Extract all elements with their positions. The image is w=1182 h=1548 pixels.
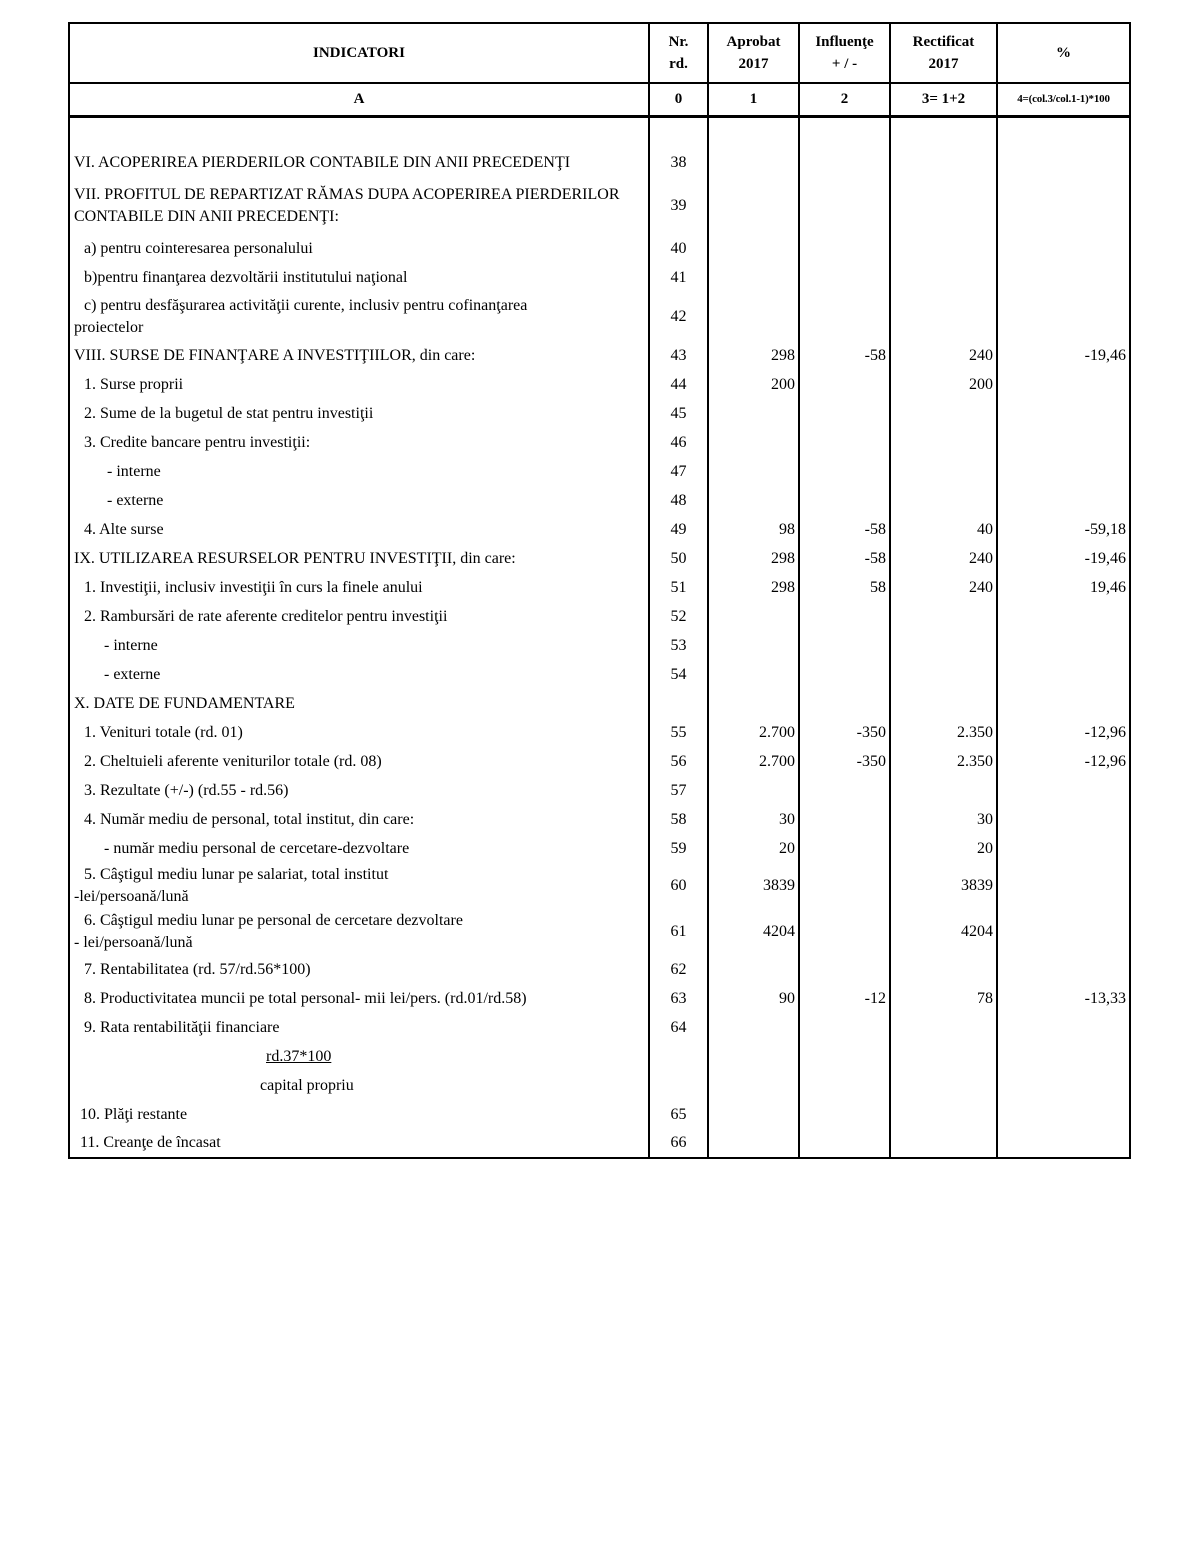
percent-value bbox=[997, 660, 1130, 689]
influente-value bbox=[799, 234, 890, 263]
table-row bbox=[69, 292, 1130, 341]
percent-value bbox=[997, 776, 1130, 805]
code-2: 2 bbox=[799, 83, 890, 117]
table-row bbox=[69, 776, 1130, 805]
table-row bbox=[69, 909, 1130, 955]
influente-value: -12 bbox=[799, 984, 890, 1013]
percent-value bbox=[997, 1071, 1130, 1100]
indicator-label: 2. Cheltuieli aferente veniturilor totale (rd. 08) bbox=[69, 747, 649, 776]
aprobat-value: 4204 bbox=[708, 909, 799, 955]
indicator-label: 3. Rezultate (+/-) (rd.55 - rd.56) bbox=[69, 776, 649, 805]
indicator-label: c) pentru desfăşurarea activităţii curente, inclusiv pentru cofinanţarea proiectelor bbox=[69, 292, 649, 341]
indicator-label: X. DATE DE FUNDAMENTARE bbox=[69, 689, 649, 718]
aprobat-value: 298 bbox=[708, 341, 799, 370]
table-row bbox=[69, 399, 1130, 428]
rectificat-value: 240 bbox=[890, 544, 997, 573]
header-aprobat: Aprobat 2017 bbox=[708, 23, 799, 83]
influente-value: -58 bbox=[799, 341, 890, 370]
row-number: 45 bbox=[649, 399, 708, 428]
table-row bbox=[69, 834, 1130, 863]
row-number: 60 bbox=[649, 863, 708, 909]
aprobat-value bbox=[708, 234, 799, 263]
percent-value bbox=[997, 955, 1130, 984]
rectificat-value: 30 bbox=[890, 805, 997, 834]
influente-value: -350 bbox=[799, 718, 890, 747]
percent-value bbox=[997, 689, 1130, 718]
table-row bbox=[69, 234, 1130, 263]
aprobat-value: 298 bbox=[708, 544, 799, 573]
rectificat-value: 2.350 bbox=[890, 747, 997, 776]
aprobat-value: 3839 bbox=[708, 863, 799, 909]
table-row bbox=[69, 689, 1130, 718]
table-row bbox=[69, 1100, 1130, 1129]
influente-value: -58 bbox=[799, 515, 890, 544]
rectificat-value: 200 bbox=[890, 370, 997, 399]
aprobat-value: 90 bbox=[708, 984, 799, 1013]
percent-value: -19,46 bbox=[997, 544, 1130, 573]
percent-value bbox=[997, 909, 1130, 955]
percent-value bbox=[997, 834, 1130, 863]
aprobat-value bbox=[708, 1071, 799, 1100]
influente-value bbox=[799, 486, 890, 515]
indicator-label: 2. Rambursări de rate aferente creditelor pentru investiţii bbox=[69, 602, 649, 631]
rectificat-value bbox=[890, 660, 997, 689]
indicator-label: 1. Investiţii, inclusiv investiţii în curs la finele anului bbox=[69, 573, 649, 602]
header-nr-rd: Nr. rd. bbox=[649, 23, 708, 83]
percent-value bbox=[997, 805, 1130, 834]
row-number bbox=[649, 1071, 708, 1100]
table-row bbox=[69, 457, 1130, 486]
row-number: 39 bbox=[649, 178, 708, 234]
rectificat-value: 240 bbox=[890, 341, 997, 370]
indicator-label: 8. Productivitatea muncii pe total personal- mii lei/pers. (rd.01/rd.58) bbox=[69, 984, 649, 1013]
percent-value bbox=[997, 263, 1130, 292]
indicator-label: - externe bbox=[69, 486, 649, 515]
influente-value bbox=[799, 292, 890, 341]
row-number: 48 bbox=[649, 486, 708, 515]
aprobat-value bbox=[708, 486, 799, 515]
percent-value bbox=[997, 370, 1130, 399]
row-number: 41 bbox=[649, 263, 708, 292]
table-row bbox=[69, 602, 1130, 631]
influente-value bbox=[799, 955, 890, 984]
table-row bbox=[69, 428, 1130, 457]
rectificat-value bbox=[890, 776, 997, 805]
table-row bbox=[69, 1013, 1130, 1042]
table-row bbox=[69, 341, 1130, 370]
influente-value bbox=[799, 1013, 890, 1042]
influente-value bbox=[799, 263, 890, 292]
rectificat-value bbox=[890, 1100, 997, 1129]
rectificat-value bbox=[890, 148, 997, 178]
percent-value: -12,96 bbox=[997, 718, 1130, 747]
code-4: 4=(col.3/col.1-1)*100 bbox=[997, 83, 1130, 117]
table-row bbox=[69, 863, 1130, 909]
aprobat-value bbox=[708, 1013, 799, 1042]
percent-value bbox=[997, 292, 1130, 341]
row-number: 63 bbox=[649, 984, 708, 1013]
rectificat-value: 240 bbox=[890, 573, 997, 602]
row-number: 56 bbox=[649, 747, 708, 776]
aprobat-value: 2.700 bbox=[708, 747, 799, 776]
table-row bbox=[69, 544, 1130, 573]
row-number: 52 bbox=[649, 602, 708, 631]
percent-value bbox=[997, 1013, 1130, 1042]
header-influente: Influenţe + / - bbox=[799, 23, 890, 83]
percent-value bbox=[997, 1129, 1130, 1158]
rectificat-value bbox=[890, 1129, 997, 1158]
indicator-label: b)pentru finanţarea dezvoltării institutului naţional bbox=[69, 263, 649, 292]
row-number: 59 bbox=[649, 834, 708, 863]
percent-value bbox=[997, 486, 1130, 515]
indicator-label: 4. Număr mediu de personal, total institut, din care: bbox=[69, 805, 649, 834]
header-percent: % bbox=[997, 23, 1130, 83]
percent-value: 19,46 bbox=[997, 573, 1130, 602]
influente-value bbox=[799, 1042, 890, 1071]
aprobat-value bbox=[708, 1042, 799, 1071]
budget-indicators-table bbox=[68, 22, 1131, 1159]
indicator-label: 7. Rentabilitatea (rd. 57/rd.56*100) bbox=[69, 955, 649, 984]
row-number: 55 bbox=[649, 718, 708, 747]
rectificat-value bbox=[890, 457, 997, 486]
row-number: 65 bbox=[649, 1100, 708, 1129]
influente-value bbox=[799, 863, 890, 909]
code-1: 1 bbox=[708, 83, 799, 117]
table-row bbox=[69, 263, 1130, 292]
table-row bbox=[69, 1071, 1130, 1100]
row-number: 64 bbox=[649, 1013, 708, 1042]
indicator-label: - interne bbox=[69, 631, 649, 660]
indicator-label: 1. Surse proprii bbox=[69, 370, 649, 399]
indicator-label: - interne bbox=[69, 457, 649, 486]
table-row bbox=[69, 660, 1130, 689]
table-row bbox=[69, 573, 1130, 602]
table-row bbox=[69, 515, 1130, 544]
row-number: 49 bbox=[649, 515, 708, 544]
row-number: 46 bbox=[649, 428, 708, 457]
influente-value bbox=[799, 805, 890, 834]
percent-value: -19,46 bbox=[997, 341, 1130, 370]
influente-value: 58 bbox=[799, 573, 890, 602]
rectificat-value: 78 bbox=[890, 984, 997, 1013]
aprobat-value: 20 bbox=[708, 834, 799, 863]
spacer-row bbox=[69, 117, 1130, 149]
aprobat-value bbox=[708, 689, 799, 718]
aprobat-value bbox=[708, 1129, 799, 1158]
percent-value bbox=[997, 631, 1130, 660]
percent-value bbox=[997, 178, 1130, 234]
table-row bbox=[69, 370, 1130, 399]
rectificat-value: 3839 bbox=[890, 863, 997, 909]
aprobat-value bbox=[708, 602, 799, 631]
header-indicatori: INDICATORI bbox=[69, 23, 649, 83]
table-row bbox=[69, 1129, 1130, 1158]
influente-value bbox=[799, 602, 890, 631]
indicator-label: 2. Sume de la bugetul de stat pentru investiţii bbox=[69, 399, 649, 428]
table-row bbox=[69, 718, 1130, 747]
code-a: A bbox=[69, 83, 649, 117]
indicator-label: rd.37*100 bbox=[69, 1042, 649, 1071]
percent-value bbox=[997, 457, 1130, 486]
rectificat-value bbox=[890, 1071, 997, 1100]
rectificat-value: 20 bbox=[890, 834, 997, 863]
influente-value: -350 bbox=[799, 747, 890, 776]
aprobat-value bbox=[708, 776, 799, 805]
column-code-row bbox=[69, 83, 1130, 117]
aprobat-value: 30 bbox=[708, 805, 799, 834]
aprobat-value bbox=[708, 955, 799, 984]
code-3: 3= 1+2 bbox=[890, 83, 997, 117]
indicator-label: - externe bbox=[69, 660, 649, 689]
table-row bbox=[69, 631, 1130, 660]
row-number: 50 bbox=[649, 544, 708, 573]
rectificat-value: 4204 bbox=[890, 909, 997, 955]
row-number: 42 bbox=[649, 292, 708, 341]
influente-value bbox=[799, 148, 890, 178]
percent-value bbox=[997, 234, 1130, 263]
aprobat-value bbox=[708, 1100, 799, 1129]
row-number: 57 bbox=[649, 776, 708, 805]
indicator-label: 1. Venituri totale (rd. 01) bbox=[69, 718, 649, 747]
influente-value bbox=[799, 178, 890, 234]
aprobat-value: 2.700 bbox=[708, 718, 799, 747]
row-number: 38 bbox=[649, 148, 708, 178]
table-row bbox=[69, 178, 1130, 234]
indicator-label: 6. Câştigul mediu lunar pe personal de cercetare dezvoltare - lei/persoană/lună bbox=[69, 909, 649, 955]
influente-value bbox=[799, 660, 890, 689]
row-number: 40 bbox=[649, 234, 708, 263]
influente-value bbox=[799, 909, 890, 955]
row-number: 66 bbox=[649, 1129, 708, 1158]
row-number: 61 bbox=[649, 909, 708, 955]
aprobat-value bbox=[708, 399, 799, 428]
table-row bbox=[69, 984, 1130, 1013]
rectificat-value bbox=[890, 178, 997, 234]
aprobat-value bbox=[708, 660, 799, 689]
rectificat-value bbox=[890, 486, 997, 515]
rectificat-value bbox=[890, 1042, 997, 1071]
influente-value: -58 bbox=[799, 544, 890, 573]
percent-value bbox=[997, 863, 1130, 909]
influente-value bbox=[799, 428, 890, 457]
aprobat-value bbox=[708, 178, 799, 234]
row-number: 62 bbox=[649, 955, 708, 984]
rectificat-value bbox=[890, 428, 997, 457]
row-number: 43 bbox=[649, 341, 708, 370]
aprobat-value: 200 bbox=[708, 370, 799, 399]
table-row bbox=[69, 1042, 1130, 1071]
row-number: 51 bbox=[649, 573, 708, 602]
table-body bbox=[69, 117, 1130, 1159]
indicator-label: 9. Rata rentabilităţii financiare bbox=[69, 1013, 649, 1042]
row-number: 58 bbox=[649, 805, 708, 834]
header-rectificat: Rectificat 2017 bbox=[890, 23, 997, 83]
percent-value bbox=[997, 399, 1130, 428]
table-row bbox=[69, 955, 1130, 984]
influente-value bbox=[799, 370, 890, 399]
rectificat-value bbox=[890, 689, 997, 718]
rectificat-value bbox=[890, 263, 997, 292]
indicator-label: 10. Plăţi restante bbox=[69, 1100, 649, 1129]
row-number: 47 bbox=[649, 457, 708, 486]
influente-value bbox=[799, 1129, 890, 1158]
header-row bbox=[69, 23, 1130, 83]
row-number: 44 bbox=[649, 370, 708, 399]
row-number bbox=[649, 689, 708, 718]
row-number: 54 bbox=[649, 660, 708, 689]
indicator-label: IX. UTILIZAREA RESURSELOR PENTRU INVESTIŢII, din care: bbox=[69, 544, 649, 573]
table-row bbox=[69, 747, 1130, 776]
percent-value bbox=[997, 148, 1130, 178]
aprobat-value bbox=[708, 148, 799, 178]
indicator-label: 5. Câştigul mediu lunar pe salariat, total institut -lei/persoană/lună bbox=[69, 863, 649, 909]
rectificat-value bbox=[890, 631, 997, 660]
indicator-label: a) pentru cointeresarea personalului bbox=[69, 234, 649, 263]
row-number: 53 bbox=[649, 631, 708, 660]
influente-value bbox=[799, 399, 890, 428]
code-0: 0 bbox=[649, 83, 708, 117]
percent-value: -59,18 bbox=[997, 515, 1130, 544]
rectificat-value: 40 bbox=[890, 515, 997, 544]
indicator-label: VIII. SURSE DE FINANŢARE A INVESTIŢIILOR, din care: bbox=[69, 341, 649, 370]
percent-value bbox=[997, 1100, 1130, 1129]
rectificat-value bbox=[890, 1013, 997, 1042]
influente-value bbox=[799, 689, 890, 718]
influente-value bbox=[799, 776, 890, 805]
percent-value bbox=[997, 428, 1130, 457]
aprobat-value bbox=[708, 428, 799, 457]
rectificat-value bbox=[890, 955, 997, 984]
row-number bbox=[649, 1042, 708, 1071]
rectificat-value bbox=[890, 399, 997, 428]
rectificat-value bbox=[890, 292, 997, 341]
indicator-label: 3. Credite bancare pentru investiţii: bbox=[69, 428, 649, 457]
budget-table-sheet bbox=[68, 22, 1129, 1159]
aprobat-value: 298 bbox=[708, 573, 799, 602]
indicator-label: VII. PROFITUL DE REPARTIZAT RĂMAS DUPA ACOPERIREA PIERDERILOR CONTABILE DIN ANII PRECEDENŢI: bbox=[69, 178, 649, 234]
influente-value bbox=[799, 631, 890, 660]
percent-value bbox=[997, 1042, 1130, 1071]
indicator-label: VI. ACOPERIREA PIERDERILOR CONTABILE DIN ANII PRECEDENŢI bbox=[69, 148, 649, 178]
percent-value bbox=[997, 602, 1130, 631]
aprobat-value bbox=[708, 457, 799, 486]
influente-value bbox=[799, 457, 890, 486]
indicator-label: 4. Alte surse bbox=[69, 515, 649, 544]
aprobat-value: 98 bbox=[708, 515, 799, 544]
rectificat-value: 2.350 bbox=[890, 718, 997, 747]
indicator-label: - număr mediu personal de cercetare-dezvoltare bbox=[69, 834, 649, 863]
percent-value: -12,96 bbox=[997, 747, 1130, 776]
indicator-label: capital propriu bbox=[69, 1071, 649, 1100]
aprobat-value bbox=[708, 263, 799, 292]
table-row bbox=[69, 805, 1130, 834]
aprobat-value bbox=[708, 631, 799, 660]
influente-value bbox=[799, 1100, 890, 1129]
influente-value bbox=[799, 834, 890, 863]
percent-value: -13,33 bbox=[997, 984, 1130, 1013]
influente-value bbox=[799, 1071, 890, 1100]
aprobat-value bbox=[708, 292, 799, 341]
rectificat-value bbox=[890, 234, 997, 263]
indicator-label: 11. Creanţe de încasat bbox=[69, 1129, 649, 1158]
table-row bbox=[69, 486, 1130, 515]
table-row bbox=[69, 148, 1130, 178]
rectificat-value bbox=[890, 602, 997, 631]
